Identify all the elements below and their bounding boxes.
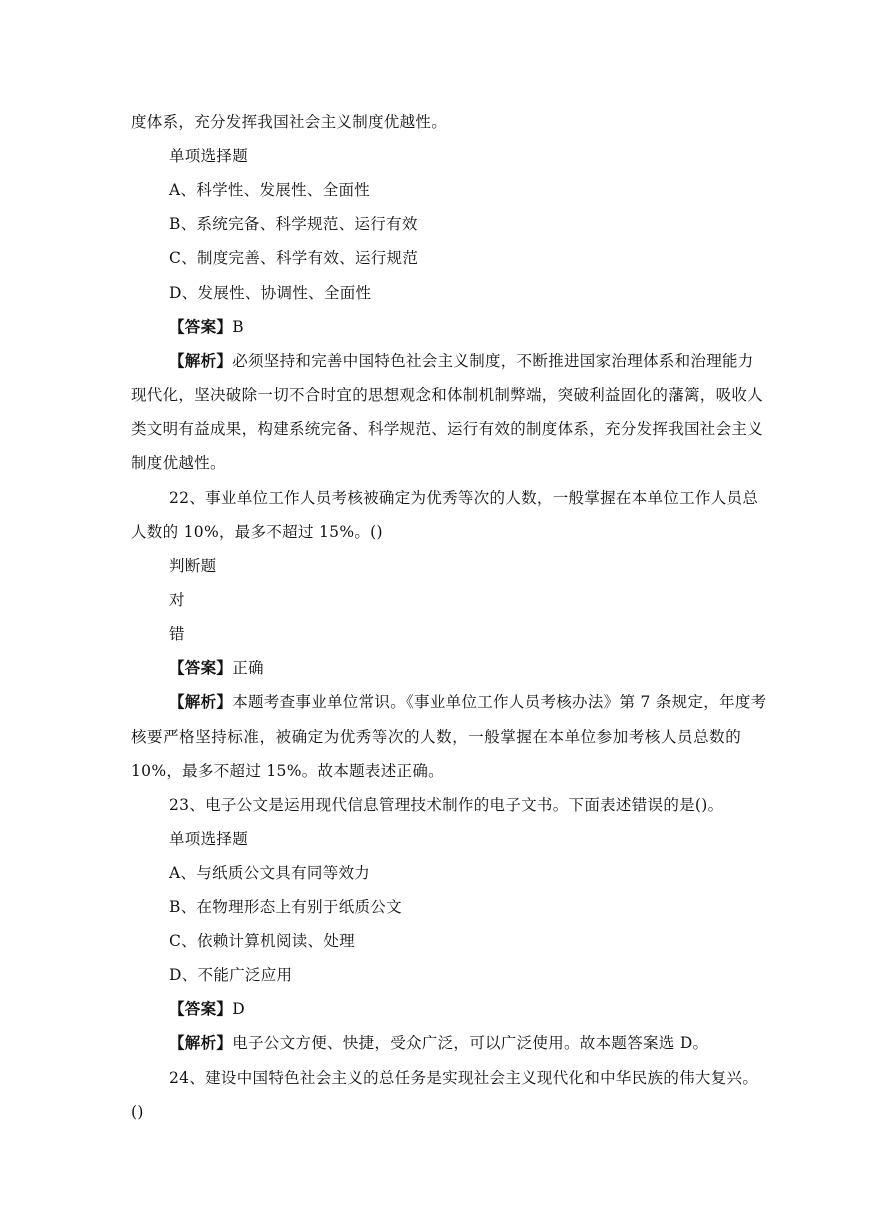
explanation-text: 本题考查事业单位常识。《事业单位工作人员考核办法》第 7 条规定，年度考 (232, 693, 767, 711)
option-a: A、科学性、发展性、全面性 (169, 181, 371, 199)
explanation-text: 电子公文方便、快捷，受众广泛，可以广泛使用。故本题答案选 D。 (232, 1034, 709, 1052)
question-24-line: () (131, 1103, 144, 1121)
explanation-tag: 【解析】 (169, 692, 233, 711)
explanation-line: 核要严格坚持标准，被确定为优秀等次的人数，一般掌握在本单位参加考核人员总数的 (131, 728, 741, 746)
explanation-line (169, 1033, 708, 1053)
answer-tag: 【答案】 (169, 999, 233, 1018)
option-false: 错 (169, 625, 185, 643)
option-b: B、在物理形态上有别于纸质公文 (169, 898, 402, 916)
question-type-label: 单项选择题 (169, 830, 249, 848)
explanation-line: 类文明有益成果，构建系统完备、科学规范、运行有效的制度体系，充分发挥我国社会主义 (131, 420, 764, 438)
answer-line (169, 999, 245, 1019)
option-b: B、系统完备、科学规范、运行有效 (169, 215, 418, 233)
question-type-label: 单项选择题 (169, 147, 249, 165)
answer-value: 正确 (232, 659, 264, 677)
question-23: 23、电子公文是运用现代信息管理技术制作的电子文书。下面表述错误的是()。 (169, 796, 724, 814)
answer-line (169, 317, 244, 337)
explanation-line: 10%，最多不超过 15%。故本题表述正确。 (131, 762, 444, 780)
explanation-text: 必须坚持和完善中国特色社会主义制度，不断推进国家治理体系和治理能力 (232, 352, 754, 370)
question-22-line: 人数的 10%，最多不超过 15%。() (131, 523, 383, 541)
option-true: 对 (169, 591, 185, 609)
explanation-line (169, 351, 754, 371)
paragraph-line: 度体系，充分发挥我国社会主义制度优越性。 (131, 113, 448, 131)
explanation-tag: 【解析】 (169, 1033, 233, 1052)
answer-line (169, 658, 264, 678)
question-type-label: 判断题 (169, 557, 217, 575)
answer-value: D (232, 1000, 245, 1018)
explanation-line: 现代化，坚决破除一切不合时宜的思想观念和体制机制弊端，突破利益固化的藩篱，吸收人 (131, 386, 764, 404)
option-d: D、不能广泛应用 (169, 966, 293, 984)
option-c: C、制度完善、科学有效、运行规范 (169, 249, 419, 267)
answer-value: B (232, 318, 244, 336)
explanation-tag: 【解析】 (169, 351, 233, 370)
answer-tag: 【答案】 (169, 317, 233, 336)
explanation-line: 制度优越性。 (131, 454, 226, 472)
option-a: A、与纸质公文具有同等效力 (169, 864, 371, 882)
question-24-line: 24、建设中国特色社会主义的总任务是实现社会主义现代化和中华民族的伟大复兴。 (169, 1069, 759, 1087)
option-d: D、发展性、协调性、全面性 (169, 284, 372, 302)
explanation-line (169, 692, 767, 712)
option-c: C、依赖计算机阅读、处理 (169, 932, 355, 950)
answer-tag: 【答案】 (169, 658, 233, 677)
question-22-line: 22、事业单位工作人员考核被确定为优秀等次的人数，一般掌握在本单位工作人员总 (169, 489, 759, 507)
